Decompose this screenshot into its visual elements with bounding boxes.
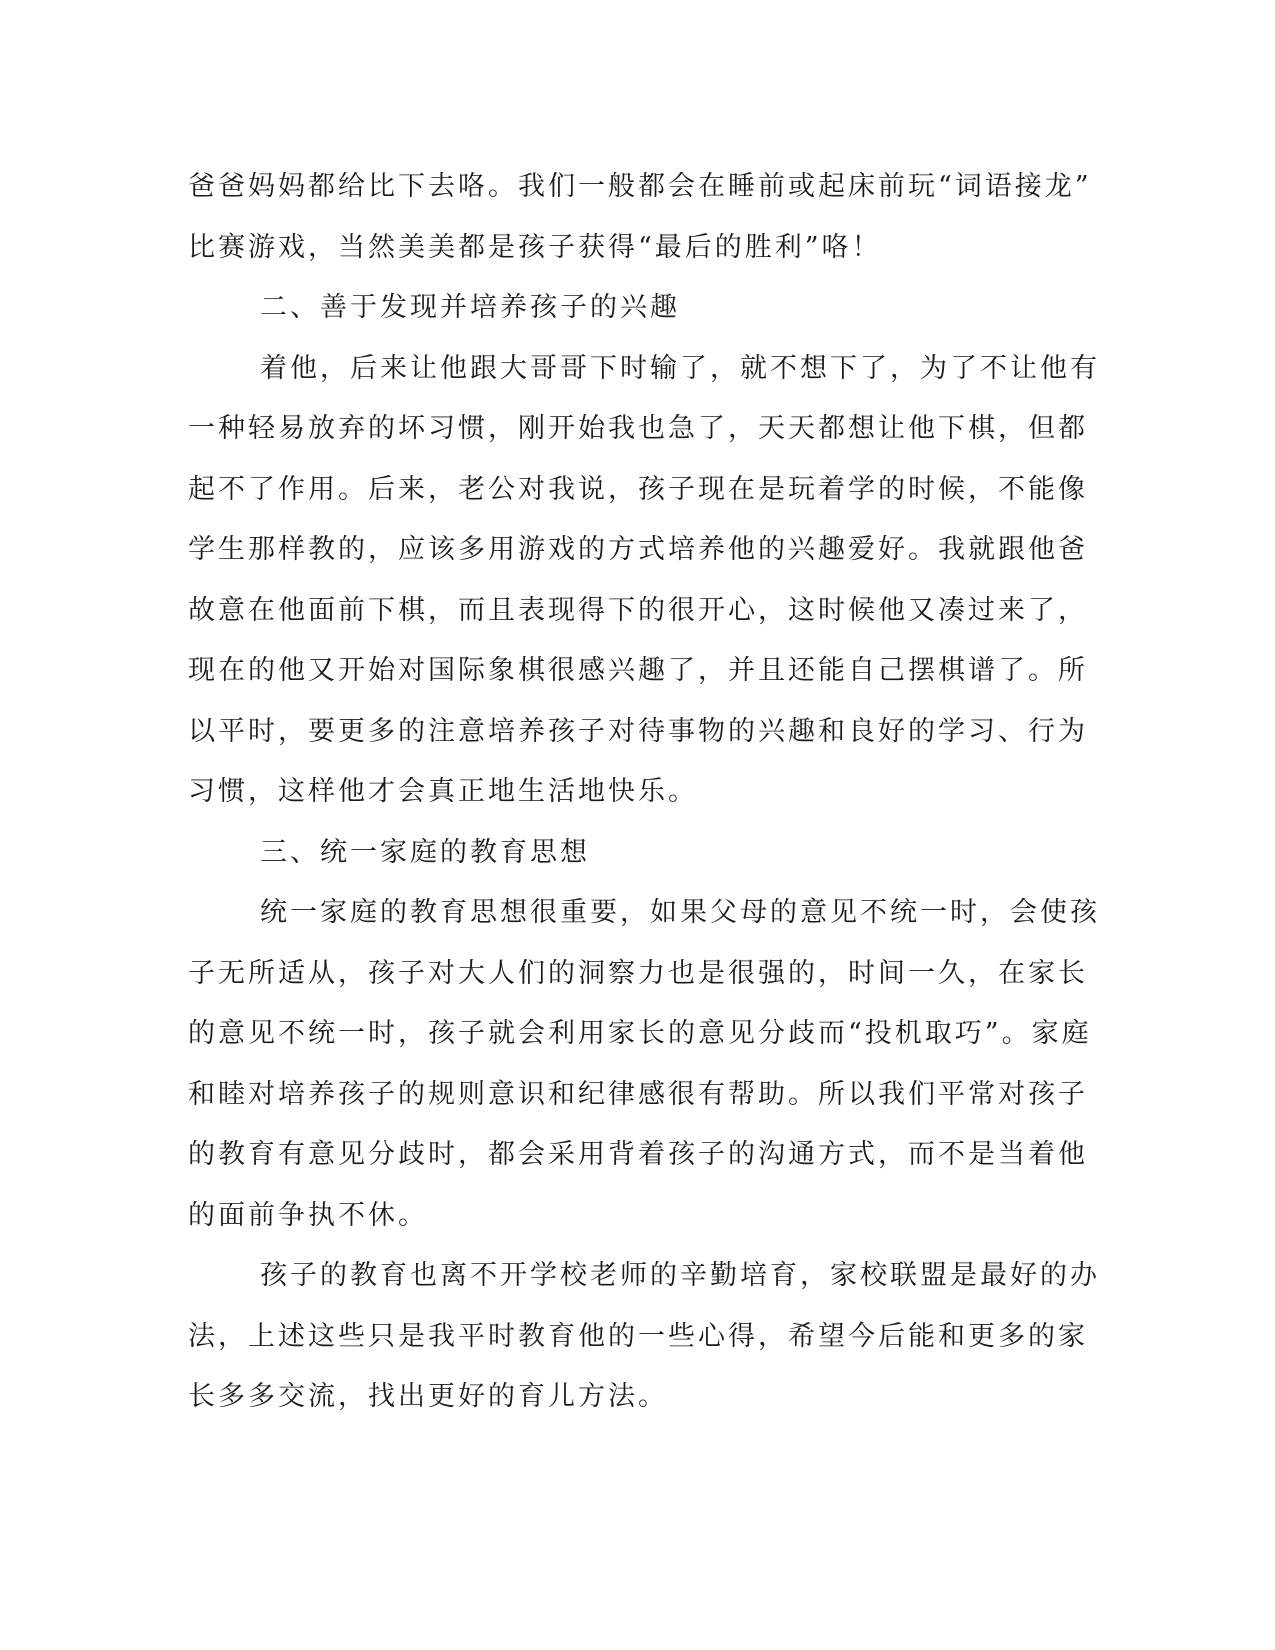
paragraph-start-line: 着他，后来让他跟大哥哥下时输了，就不想下了，为了不让他有 — [260, 352, 1100, 384]
text-line: 习惯，这样他才会真正地生活地快乐。 — [188, 776, 698, 807]
text-line: 的面前争执不休。 — [188, 1199, 428, 1231]
text-line: 爸爸妈妈都给比下去咯。我们一般都会在睡前或起床前玩“词语接龙” — [188, 171, 1092, 202]
paragraph-start-line: 三、统一家庭的教育思想 — [260, 836, 590, 868]
text-line: 的教育有意见分歧时，都会采用背着孩子的沟通方式，而不是当着他 — [188, 1139, 1088, 1170]
text-line: 起不了作用。后来，老公对我说，孩子现在是玩着学的时候，不能像 — [188, 473, 1088, 505]
paragraph-start-line: 统一家庭的教育思想很重要，如果父母的意见不统一时，会使孩 — [260, 897, 1100, 928]
text-line: 现在的他又开始对国际象棋很感兴趣了，并且还能自己摆棋谱了。所 — [188, 655, 1088, 686]
text-line: 故意在他面前下棋，而且表现得下的很开心，这时候他又凑过来了， — [188, 594, 1088, 626]
text-line: 一种轻易放弃的坏习惯，刚开始我也急了，天天都想让他下棋，但都 — [188, 413, 1088, 444]
text-line: 法，上述这些只是我平时教育他的一些心得，希望今后能和更多的家 — [188, 1320, 1088, 1352]
document-body — [188, 157, 1100, 1428]
paragraph-start-line: 二、善于发现并培养孩子的兴趣 — [260, 292, 680, 323]
paragraph-start-line: 孩子的教育也离不开学校老师的辛勤培育，家校联盟是最好的办 — [260, 1260, 1100, 1291]
text-line: 比赛游戏，当然美美都是孩子获得“最后的胜利”咯！ — [188, 231, 882, 263]
text-line: 子无所适从，孩子对大人们的洞察力也是很强的，时间一久，在家长 — [188, 957, 1088, 989]
text-line: 的意见不统一时，孩子就会利用家长的意见分歧而“投机取巧”。家庭 — [188, 1018, 1092, 1049]
text-line: 以平时，要更多的注意培养孩子对待事物的兴趣和良好的学习、行为 — [188, 715, 1088, 747]
text-line: 和睦对培养孩子的规则意识和纪律感很有帮助。所以我们平常对孩子 — [188, 1078, 1088, 1110]
text-line: 学生那样教的，应该多用游戏的方式培养他的兴趣爱好。我就跟他爸 — [188, 534, 1088, 565]
text-line: 长多多交流，找出更好的育儿方法。 — [188, 1381, 668, 1412]
